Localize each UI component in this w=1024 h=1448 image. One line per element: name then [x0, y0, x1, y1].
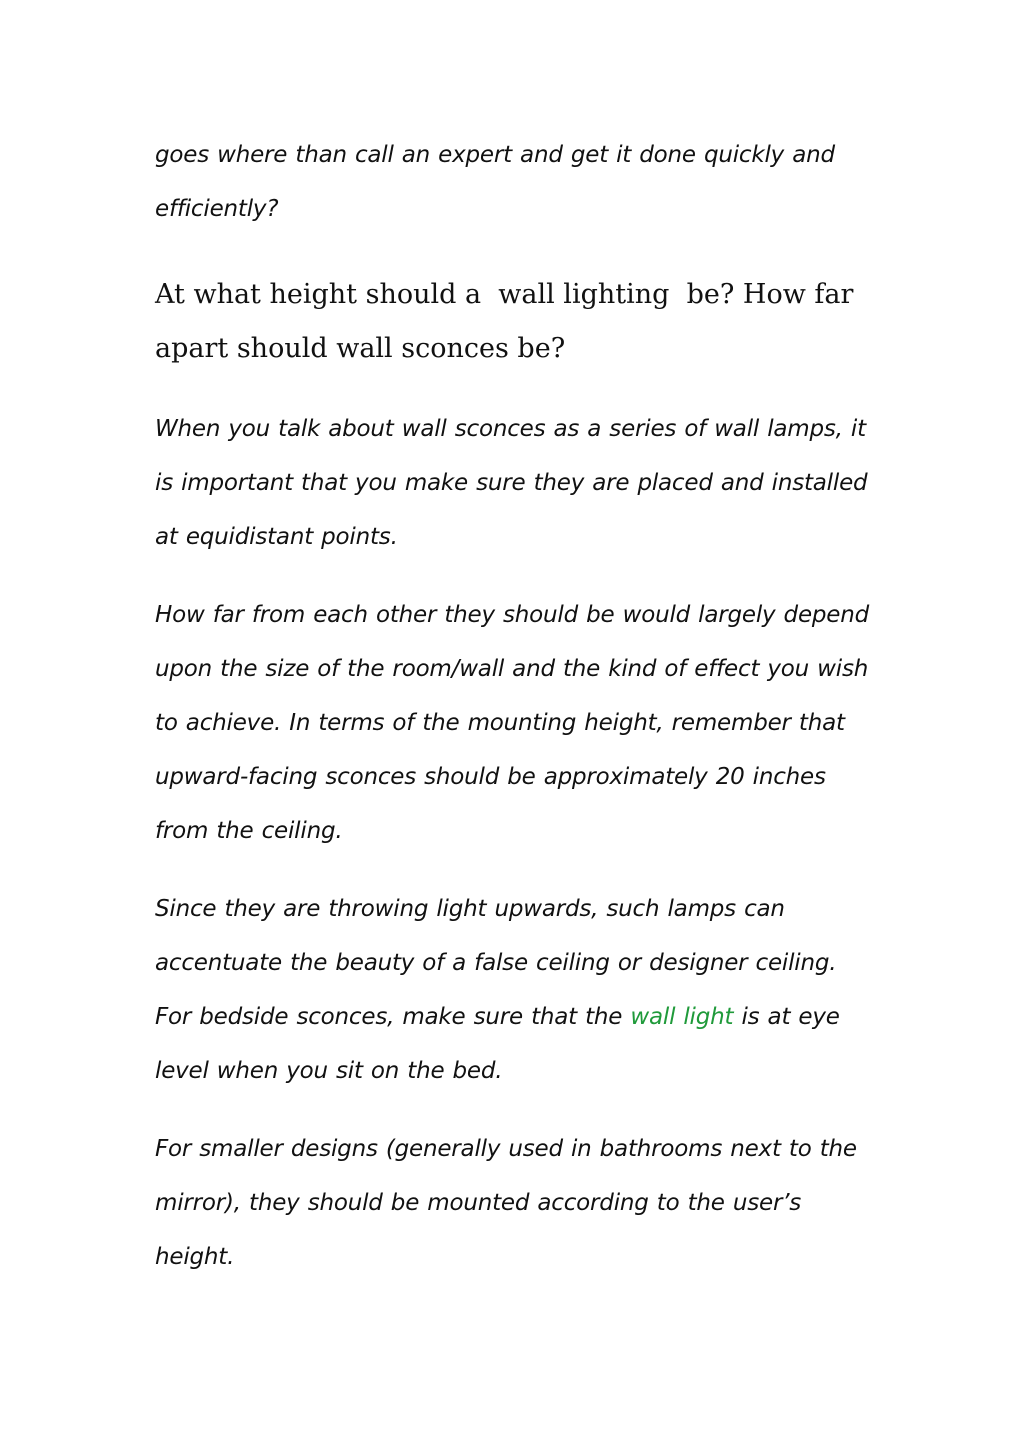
paragraph-mounting-height: How far from each other they should be would largely depend upon the size of the room/wall and the kind of effect you wish to achieve. In terms of the mounting height, remember that upward-facing sconces should be approximately 20 inches from the ceiling. — [155, 602, 870, 844]
paragraph-text-before-link: Since they are throwing light upwards, such lamps can accentuate the beauty of a false ceiling or designer ceiling. For bedside sconces, make sure that the — [155, 896, 837, 1030]
document-page — [155, 128, 875, 1308]
section-heading: At what height should a wall lighting be? How far apart should wall sconces be? — [155, 279, 862, 364]
paragraph-bedside-sconces — [155, 882, 875, 1098]
wall-light-link[interactable]: wall light — [630, 1004, 734, 1030]
paragraph-equidistant: When you talk about wall sconces as a series of wall lamps, it is important that you make sure they are placed and installed at equidistant points. — [155, 416, 868, 550]
paragraph-text-after-link: is at eye level when you sit on the bed. — [155, 1004, 840, 1084]
paragraph-smaller-designs: For smaller designs (generally used in bathrooms next to the mirror), they should be mounted according to the user’s height. — [155, 1136, 857, 1270]
intro-paragraph: goes where than call an expert and get it done quickly and efficiently? — [155, 142, 835, 222]
